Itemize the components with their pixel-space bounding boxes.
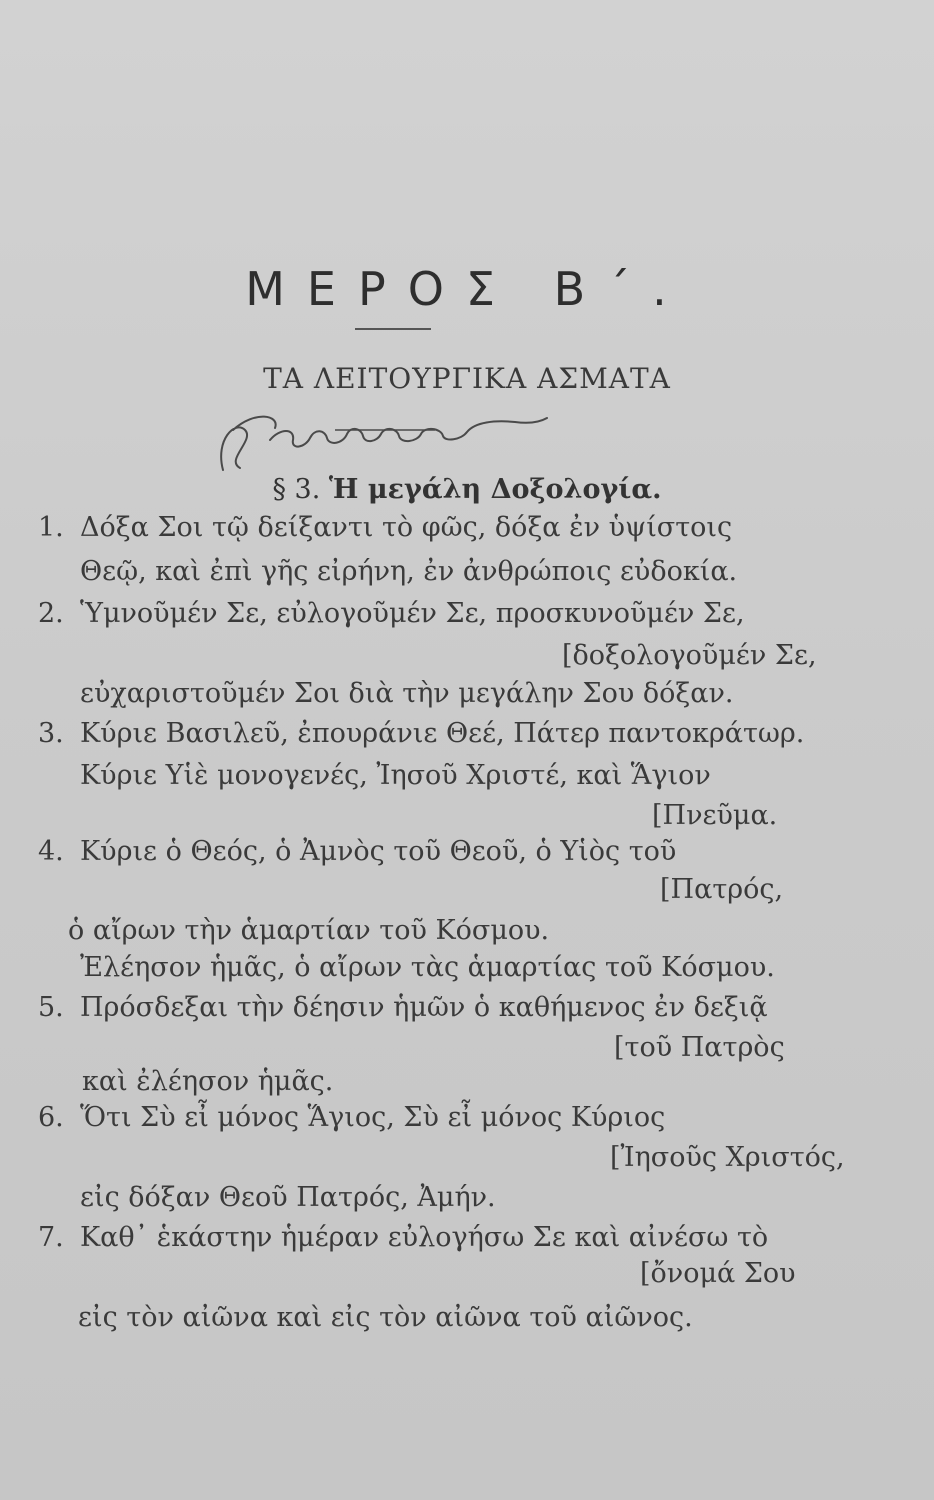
section-heading: Ἡ μεγάλη Δοξολογία. — [328, 474, 662, 505]
verse-number: 3. — [38, 718, 64, 749]
line-text: εἰς δόξαν Θεοῦ Πατρός, Ἀμήν. — [80, 1182, 496, 1213]
verse-number: 6. — [38, 1102, 64, 1133]
chapter-subtitle: ΤΑ ΛΕΙΤΟΥΡΓΙΚΑ ΑΣΜΑΤΑ — [263, 362, 671, 395]
text-line — [562, 640, 817, 671]
line-text: Πρόσδεξαι τὴν δέησιν ἡμῶν ὁ καθήμενος ἐν δεξιᾷ — [80, 992, 768, 1023]
text-line — [80, 760, 711, 791]
line-text: Δόξα Σοι τῷ δείξαντι τὸ φῶς, δόξα ἐν ὑψίστοις — [80, 512, 733, 543]
section-mark: § 3. — [272, 474, 321, 505]
line-text: [δοξολογοῦμέν Σε, — [562, 640, 817, 671]
text-line — [640, 1258, 796, 1289]
text-line — [38, 1222, 768, 1253]
line-text: εἰς τὸν αἰῶνα καὶ εἰς τὸν αἰῶνα τοῦ αἰῶνος. — [78, 1302, 693, 1333]
line-text: Κύριε ὁ Θεός, ὁ Ἀμνὸς τοῦ Θεοῦ, ὁ Υἱὸς τοῦ — [80, 836, 677, 867]
heading-rule — [355, 328, 431, 330]
line-text: [ὄνομά Σου — [640, 1258, 796, 1289]
part-heading: ΜΕΡΟΣ Β΄. — [245, 262, 689, 316]
line-text: [Πατρός, — [660, 874, 784, 905]
line-text: εὐχαριστοῦμέν Σοι διὰ τὴν μεγάλην Σου δόξαν. — [80, 678, 734, 709]
line-text: Κύριε Βασιλεῦ, ἐπουράνιε Θεέ, Πάτερ παντοκράτωρ. — [80, 718, 805, 749]
text-line — [614, 1032, 785, 1063]
verse-number: 2. — [38, 598, 64, 629]
verse-number: 1. — [38, 512, 64, 543]
text-line — [38, 1102, 665, 1133]
text-line — [660, 874, 783, 905]
line-text: [Ἰησοῦς Χριστός, — [610, 1142, 845, 1173]
line-text: καὶ ἐλέησον ἡμᾶς. — [82, 1066, 334, 1097]
text-line — [80, 556, 737, 587]
text-line — [652, 800, 777, 831]
text-line — [38, 992, 768, 1023]
line-text: [τοῦ Πατρὸς — [614, 1032, 785, 1063]
line-text: Θεῷ, καὶ ἐπὶ γῆς εἰρήνη, ἐν ἀνθρώποις εὐδοκία. — [80, 556, 738, 587]
text-line — [38, 512, 732, 543]
handwritten-signature — [185, 400, 565, 480]
verse-number: 7. — [38, 1222, 64, 1253]
section-title — [0, 474, 934, 505]
text-line — [38, 598, 745, 629]
text-line — [80, 952, 775, 983]
line-text: ὁ αἴρων τὴν ἁμαρτίαν τοῦ Κόσμου. — [68, 915, 550, 946]
line-text: Καθ᾿ ἑκάστην ἡμέραν εὐλογήσω Σε καὶ αἰνέσω τὸ — [80, 1222, 769, 1253]
text-line — [610, 1142, 845, 1173]
text-line — [80, 678, 733, 709]
text-line — [78, 1302, 693, 1333]
text-line — [38, 718, 804, 749]
text-line — [68, 915, 549, 946]
verse-number: 4. — [38, 836, 64, 867]
line-text: Ἐλέησον ἡμᾶς, ὁ αἴρων τὰς ἁμαρτίας τοῦ Κόσμου. — [80, 952, 775, 983]
line-text: Κύριε Υἱὲ μονογενές, Ἰησοῦ Χριστέ, καὶ Ἅγιον — [80, 760, 711, 791]
text-line — [82, 1066, 333, 1097]
line-text: [Πνεῦμα. — [652, 800, 778, 831]
text-line — [38, 836, 676, 867]
text-line — [80, 1182, 496, 1213]
line-text: Ὑμνοῦμέν Σε, εὐλογοῦμέν Σε, προσκυνοῦμέν Σε, — [80, 598, 745, 629]
verse-number: 5. — [38, 992, 64, 1023]
line-text: Ὅτι Σὺ εἶ μόνος Ἅγιος, Σὺ εἶ μόνος Κύριος — [80, 1102, 666, 1133]
